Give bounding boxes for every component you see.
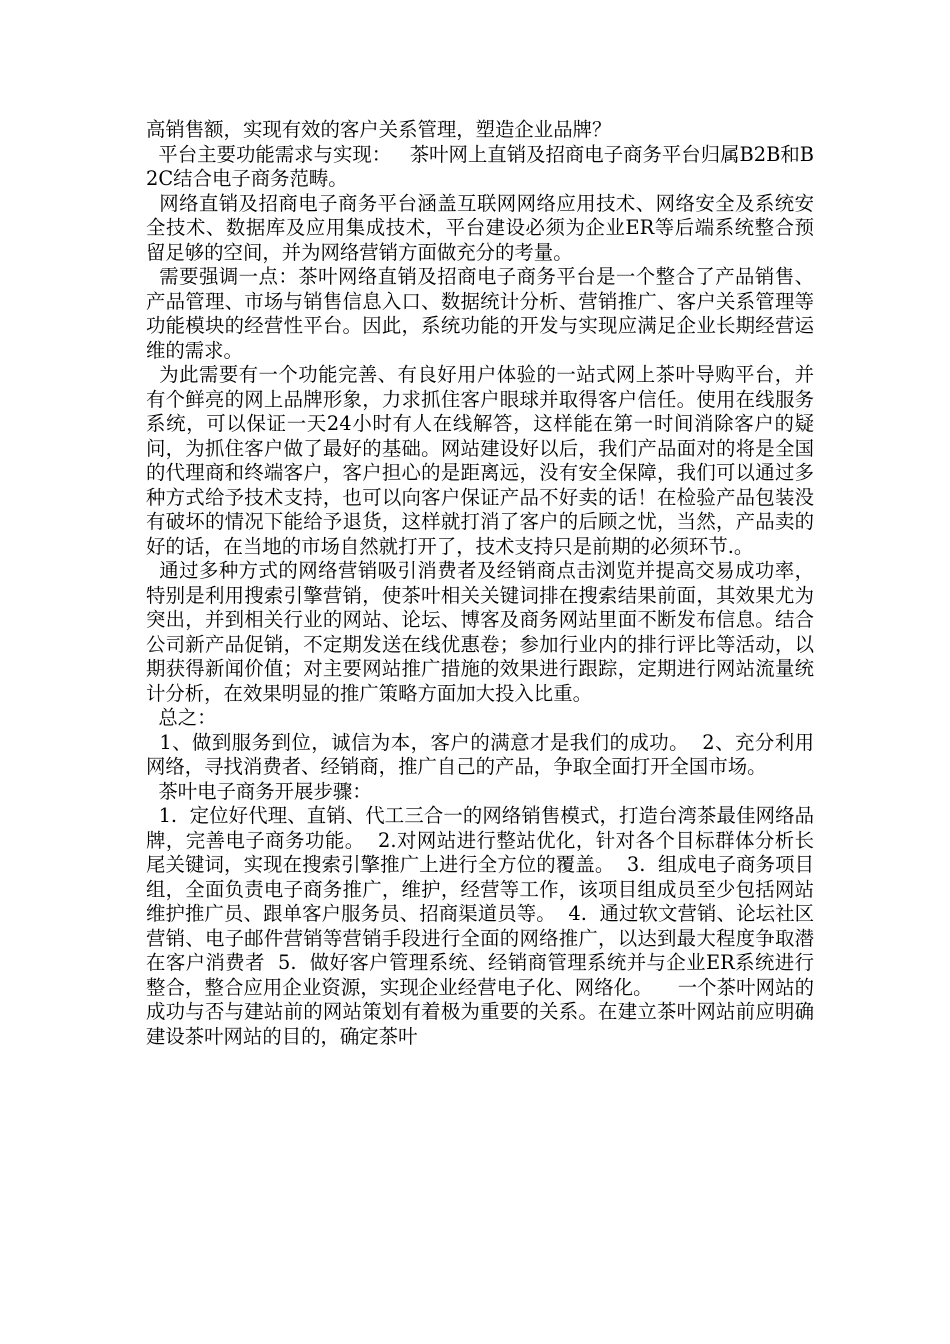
paragraph-emphasis: 需要强调一点：茶叶网络直销及招商电子商务平台是一个整合了产品销售、产品管理、市场与销售信息入口、数据统计分析、营销推广、客户关系管理等功能模块的经营性平台。因此，系统功能的开发与实现应满足企业长期经营运维的需求。 <box>146 265 815 362</box>
paragraph-network-marketing: 通过多种方式的网络营销吸引消费者及经销商点击浏览并提高交易成功率，特别是利用搜索引擎营销，使茶叶相关关键词排在搜索结果前面，其效果尤为突出，并到相关行业的网站、论坛、博客及商务网站里面不断发布信息。结合公司新产品促销，不定期发送在线优惠卷；参加行业内的排行评比等活动，以期获得新闻价值；对主要网站推广措施的效果进行跟踪，定期进行网站流量统计分析，在效果明显的推广策略方面加大投入比重。 <box>146 559 815 705</box>
paragraph-summary-points: 1、做到服务到位，诚信为本，客户的满意才是我们的成功。 2、充分利用网络，寻找消费者、经销商，推广自己的产品，争取全面打开全国市场。 <box>146 730 815 778</box>
document-body <box>146 118 814 1049</box>
paragraph-platform-requirements: 平台主要功能需求与实现： 茶叶网上直销及招商电子商务平台归属B2B和B2C结合电子商务范畴。 <box>146 142 815 190</box>
paragraph-intro-question: 高销售额，实现有效的客户关系管理，塑造企业品牌？ <box>146 118 612 141</box>
paragraph-one-stop-platform: 为此需要有一个功能完善、有良好用户体验的一站式网上茶叶导购平台，并有个鲜亮的网上品牌形象，力求抓住客户眼球并取得客户信任。使用在线服务系统，可以保证一天24小时有人在线解答，这样能在第一时间消除客户的疑问，为抓住客户做了最好的基础。网站建设好以后，我们产品面对的将是全国的代理商和终端客户，客户担心的是距离远，没有安全保障，我们可以通过多种方式给予技术支持，也可以向客户保证产品不好卖的话！在检验产品包装没有破坏的情况下能给予退货，这样就打消了客户的后顾之忧，当然，产品卖的好的话，在当地的市场自然就打开了，技术支持只是前期的必须环节.。 <box>146 363 815 558</box>
paragraph-platform-technology: 网络直销及招商电子商务平台涵盖互联网网络应用技术、网络安全及系统安全技术、数据库及应用集成技术，平台建设必须为企业ER等后端系统整合预留足够的空间，并为网络营销方面做充分的考量。 <box>146 191 815 264</box>
paragraph-summary-heading: 总之： <box>146 706 217 729</box>
paragraph-steps-heading: 茶叶电子商务开展步骤： <box>146 779 372 803</box>
paragraph-steps-list: 1. 定位好代理、直销、代工三合一的网络销售模式，打造台湾茶最佳网络品牌，完善电子商务功能。 2.对网站进行整站优化，针对各个目标群体分析长尾关键词，实现在搜索引擎推广上进行全方位的覆盖。 3. 组成电子商务项目组，全面负责电子商务推广，维护，经营等工作，该项目组成员至少包括网站维护推广员、跟单客户服务员、招商渠道员等。 4. 通过软文营销、论坛社区营销、电子邮件营销等营销手段进行全面的网络推广，以达到最大程度争取潜在客户消费者 5. 做好客户管理系统、经销商管理系统并与企业ER系统进行整合，整合应用企业资源，实现企业经营电子化、网络化。 一个茶叶网站的成功与否与建站前的网站策划有着极为重要的关系。在建立茶叶网站前应明确建设茶叶网站的目的，确定茶叶 <box>146 804 815 1048</box>
